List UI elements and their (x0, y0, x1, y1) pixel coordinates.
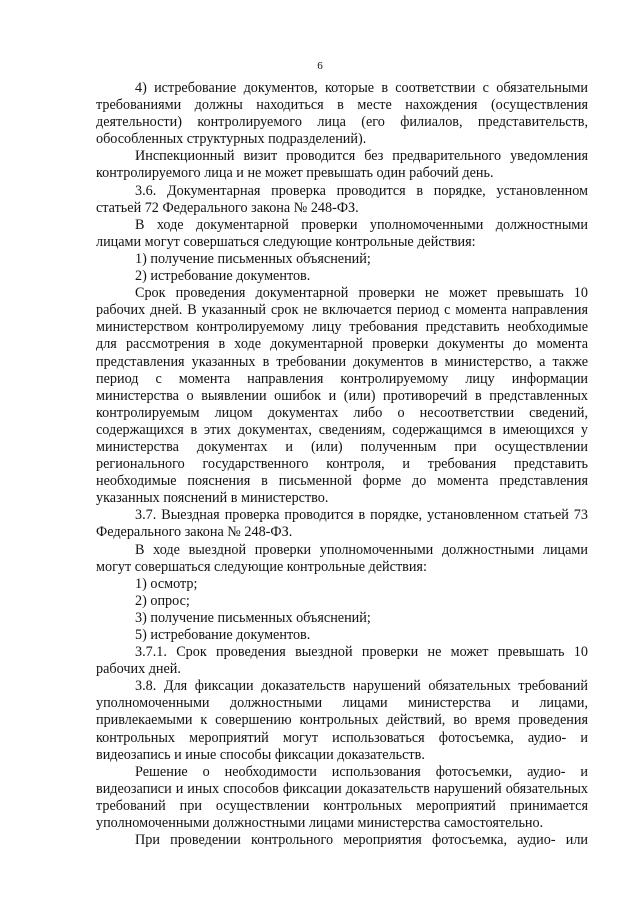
text-line: указанных пояснений в министерство. (96, 490, 329, 507)
text-line: Решение о необходимости использования фотосъемки, аудио- и (135, 763, 588, 780)
text-line: обособленных структурных подразделений). (96, 131, 367, 148)
text-line: рабочих дней. В указанный срок не включается период с момента направления (96, 302, 588, 319)
paragraph (96, 593, 588, 610)
paragraph (96, 217, 588, 251)
text-line: 3) получение письменных объяснений; (135, 609, 371, 626)
text-line: министерством контролируемому лицу требования представить необходимые (96, 319, 588, 336)
text-line: требований при осуществлении контрольных мероприятий принимается (96, 797, 588, 814)
text-line: При проведении контрольного мероприятия фотосъемка, аудио- или (135, 832, 588, 849)
text-line: министерства о выявлении ошибок и (или) противоречий в представленных (96, 387, 588, 404)
text-line: видеозапись и иные способы фиксации доказательств. (96, 746, 425, 763)
paragraph (96, 285, 588, 507)
document-body (96, 80, 588, 849)
paragraph (96, 251, 588, 268)
text-line: представления указанных в требовании документов в министерство, а также (96, 353, 588, 370)
text-line: деятельности) контролируемого лица (его филиалов, представительств, (96, 114, 588, 131)
text-line: привлекаемыми к совершению контрольных действий, во время проведения (96, 712, 588, 729)
text-line: 4) истребование документов, которые в соответствии с обязательными (135, 80, 588, 96)
text-line: контрольных мероприятий могут использоваться фотосъемка, аудио- и (96, 729, 588, 746)
paragraph (96, 542, 588, 576)
text-line: статьей 72 Федерального закона № 248-ФЗ. (96, 199, 359, 216)
paragraph (96, 80, 588, 148)
text-line: необходимые пояснения в письменной форме до момента представления (96, 473, 588, 490)
text-line: 3.7. Выездная проверка проводится в порядке, установленном статьей 73 (135, 507, 588, 524)
paragraph (96, 832, 588, 849)
paragraph (96, 183, 588, 217)
text-line: 1) осмотр; (135, 575, 198, 592)
text-line: содержащихся в этих документах, сведениям, содержащимся в имеющихся у (96, 421, 588, 438)
text-line: для рассмотрения в ходе документарной проверки документы до момента (96, 336, 588, 353)
paragraph (96, 764, 588, 832)
text-line: контролируемого лица и не может превышать один рабочий день. (96, 165, 494, 182)
paragraph (96, 627, 588, 644)
text-line: 3.7.1. Срок проведения выездной проверки не может превышать 10 (135, 644, 588, 661)
text-line: 3.6. Документарная проверка проводится в порядке, установленном (135, 182, 588, 199)
text-line: Федерального закона № 248-ФЗ. (96, 524, 293, 541)
text-line: 2) опрос; (135, 592, 190, 609)
paragraph (96, 507, 588, 541)
text-line: могут совершаться следующие контрольные действия: (96, 558, 427, 575)
text-line: лицами могут совершаться следующие контрольные действия: (96, 233, 476, 250)
text-line: уполномоченными должностными лицами министерства самостоятельно. (96, 815, 544, 832)
text-line: рабочих дней. (96, 661, 181, 678)
text-line: уполномоченными должностными лицами министерства и лицами, (96, 695, 588, 712)
text-line: 3.8. Для фиксации доказательств нарушений обязательных требований (135, 678, 588, 695)
page-number: 6 (317, 60, 323, 72)
text-line: В ходе выездной проверки уполномоченными должностными лицами (135, 541, 588, 558)
paragraph (96, 148, 588, 182)
paragraph (96, 268, 588, 285)
paragraph (96, 576, 588, 593)
text-line: министерства документах и (или) полученным при осуществлении (96, 438, 588, 455)
paragraph (96, 678, 588, 763)
text-line: Срок проведения документарной проверки не может превышать 10 (135, 285, 588, 302)
text-line: 2) истребование документов. (135, 268, 311, 285)
paragraph (96, 610, 588, 627)
text-line: 5) истребование документов. (135, 627, 311, 643)
text-line: В ходе документарной проверки уполномоченными должностными (135, 216, 588, 233)
text-line: 1) получение письменных объяснений; (135, 250, 371, 267)
paragraph (96, 644, 588, 678)
text-line: требованиями должны находиться в месте нахождения (осуществления (96, 97, 588, 114)
text-line: Инспекционный визит проводится без предварительного уведомления (135, 148, 588, 165)
text-line: видеозаписи и иных способов фиксации доказательств нарушений обязательных (96, 780, 588, 797)
text-line: контролируемым лицом документах либо о несоответствии сведений, (96, 404, 588, 421)
text-line: регионального государственного контроля, и требования представить (96, 456, 588, 473)
text-line: период с момента направления контролируемому лицу информации (96, 370, 588, 387)
